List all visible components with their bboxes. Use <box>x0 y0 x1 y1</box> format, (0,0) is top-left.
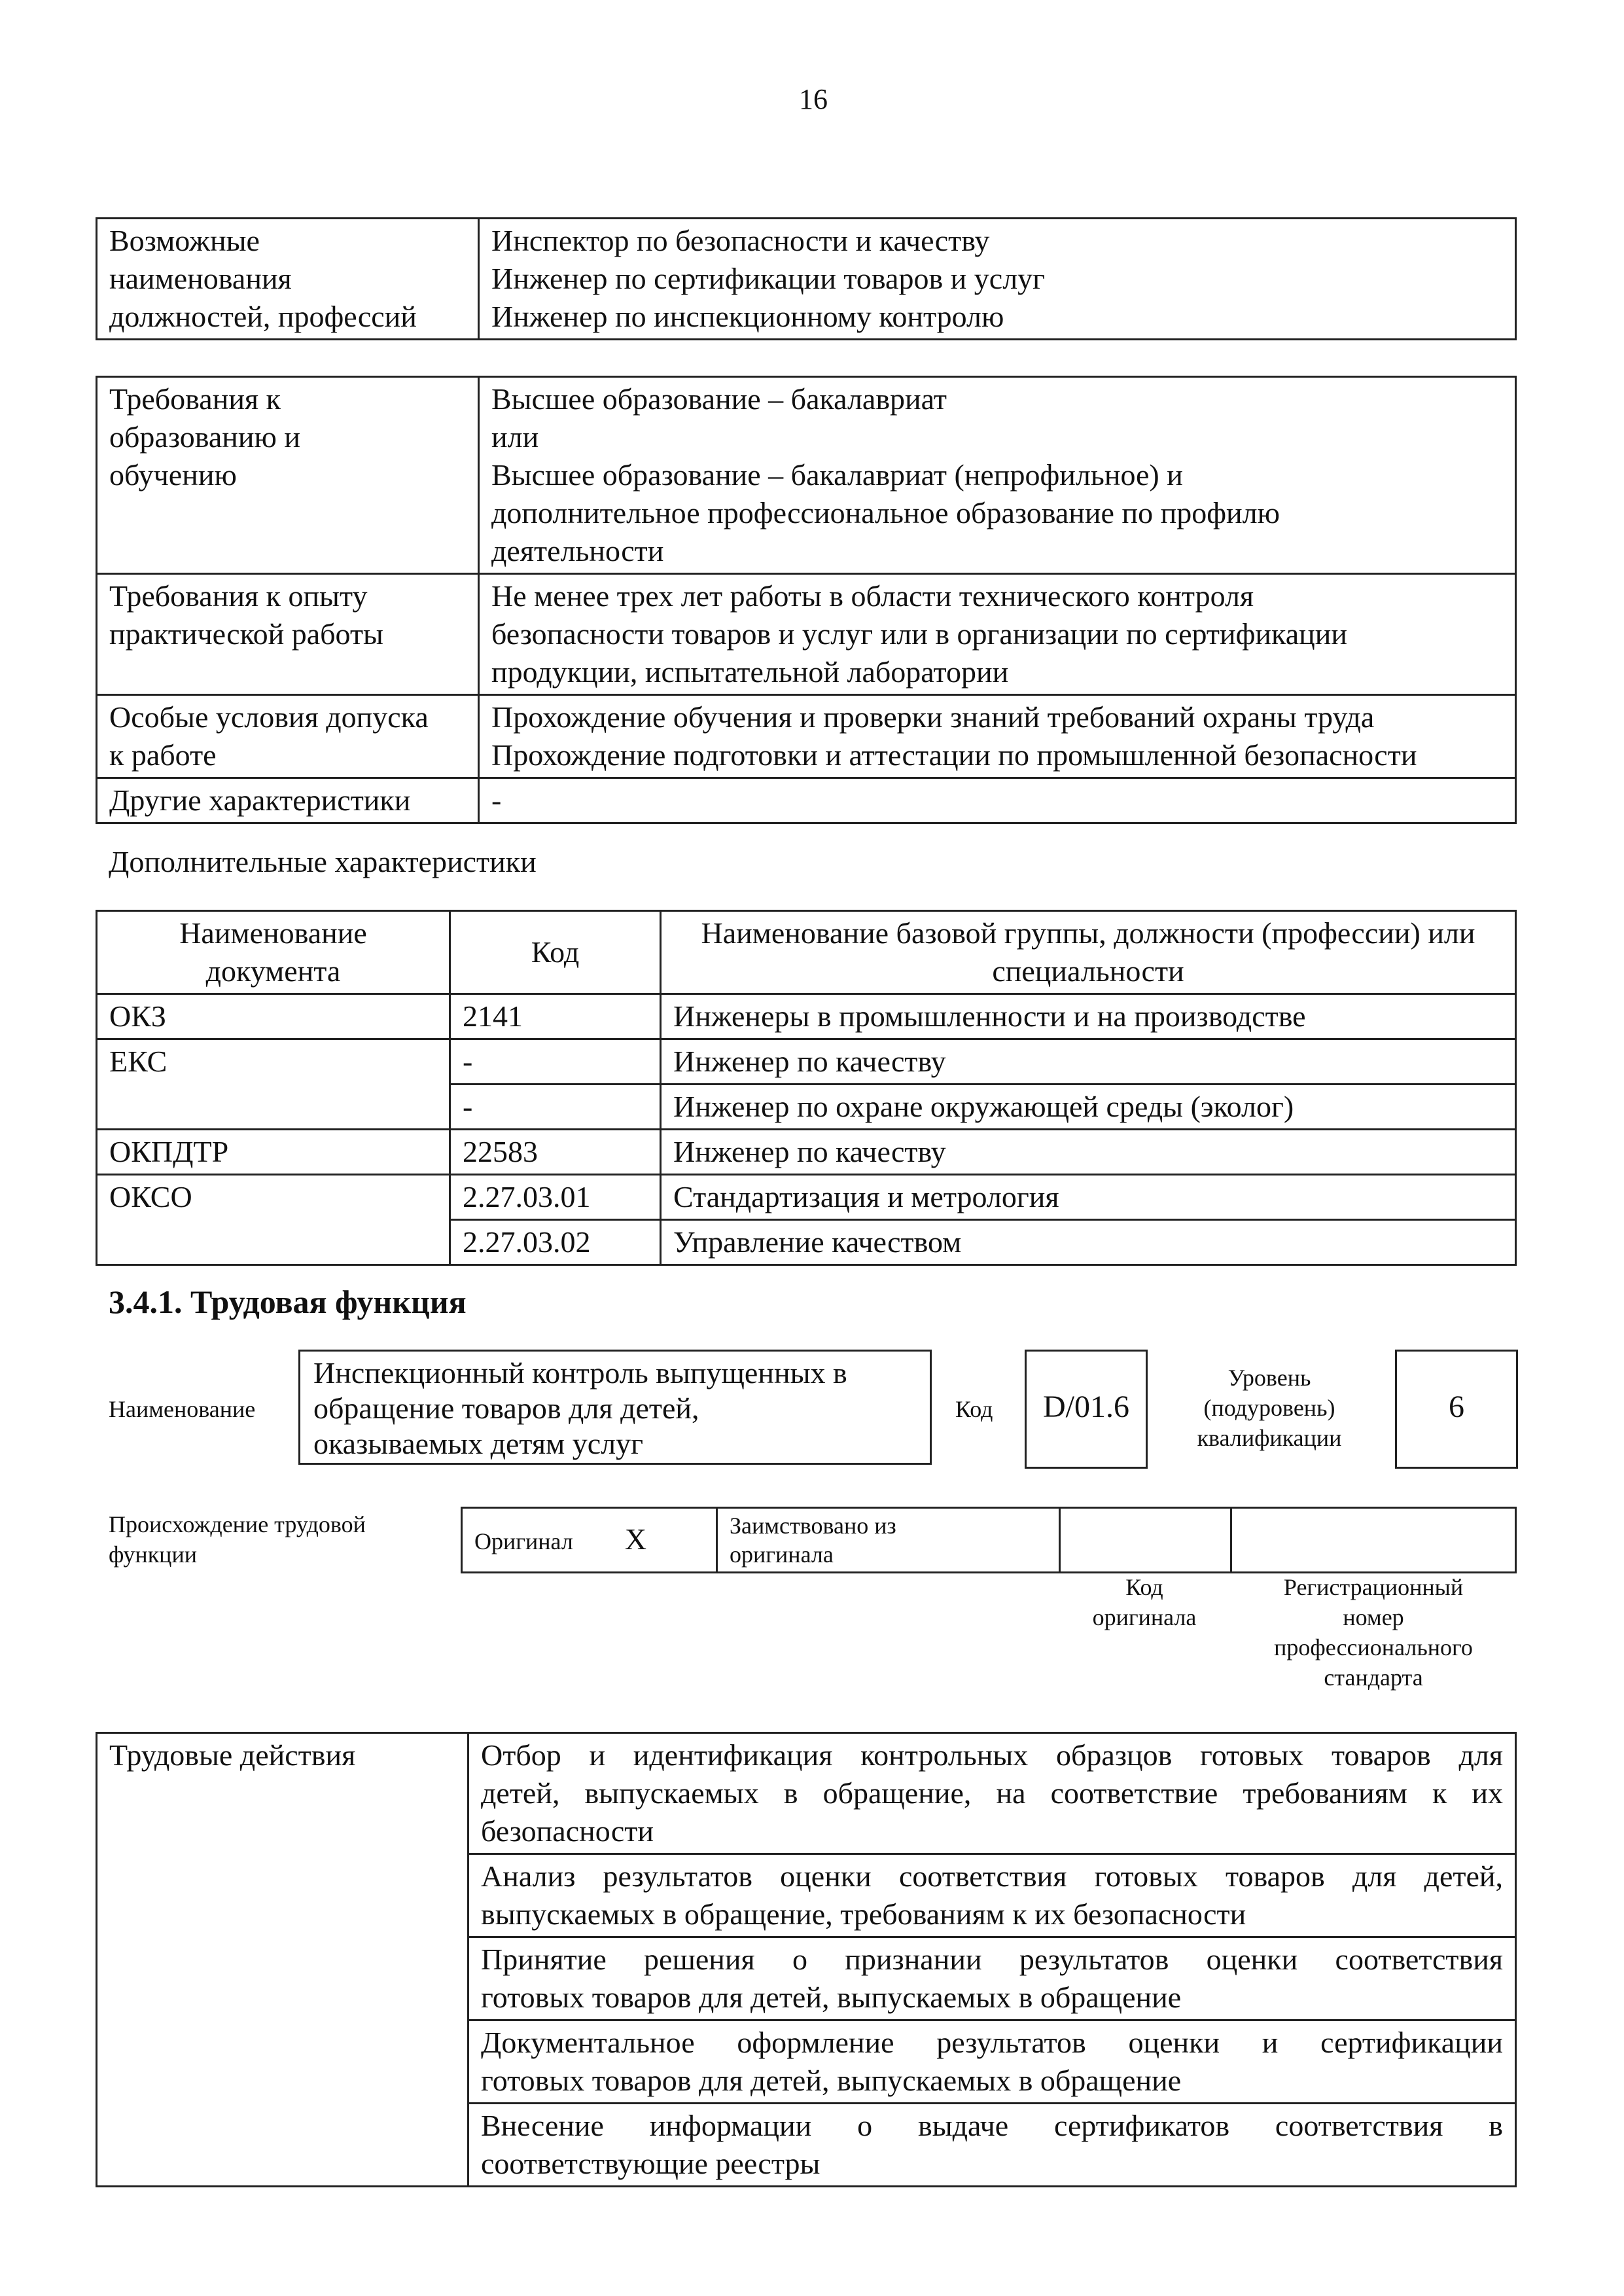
education-values: Высшее образование – бакалавриат или Высшее образование – бакалавриат (непрофильное) и дополнительное профессиональное образование по профилю деятельности <box>479 377 1516 574</box>
labor-action-item: Документальное оформление результатов оценки и сертификации готовых товаров для детей, выпускаемых в обращение <box>468 2020 1516 2104</box>
qualification-level-box: 6 <box>1395 1350 1518 1469</box>
additional-table <box>96 910 1517 1266</box>
positions-values: Инспектор по безопасности и качеству Инженер по сертификации товаров и услуг Инженер по инспекционному контролю <box>479 219 1516 340</box>
cell-code: - <box>450 1039 661 1085</box>
original-mark: X <box>624 1522 647 1556</box>
cell-name: Инженер по качеству <box>661 1130 1516 1175</box>
table-row <box>97 1733 1516 1854</box>
table-row <box>97 219 1516 340</box>
special-conditions-label: Особые условия допуска к работе <box>97 695 479 778</box>
header-document: Наименование документа <box>97 911 450 994</box>
table-row <box>97 574 1516 695</box>
header-name: Наименование базовой группы, должности (профессии) или специальности <box>661 911 1516 994</box>
table-row <box>462 1508 1516 1573</box>
cell-name: Инженеры в промышленности и на производстве <box>661 994 1516 1039</box>
additional-characteristics-title: Дополнительные характеристики <box>109 845 537 878</box>
table-header-row <box>97 911 1516 994</box>
table-row <box>97 1039 1516 1085</box>
cell-name: Управление качеством <box>661 1220 1516 1265</box>
labor-action-item: Принятие решения о признании результатов оценки соответствия готовых товаров для детей, выпускаемых в обращение <box>468 1937 1516 2020</box>
experience-label: Требования к опыту практической работы <box>97 574 479 695</box>
page-number: 16 <box>799 83 828 115</box>
function-name-box: Инспекционный контроль выпущенных в обращение товаров для детей, оказываемых детям услуг <box>298 1350 932 1465</box>
original-cell: Оригинал X <box>462 1508 717 1573</box>
education-label: Требования к образованию и обучению <box>97 377 479 574</box>
section-title: 3.4.1. Трудовая функция <box>109 1283 467 1320</box>
other-label: Другие характеристики <box>97 778 479 823</box>
function-code-box: D/01.6 <box>1025 1350 1148 1469</box>
origin-table <box>461 1507 1517 1573</box>
table-row <box>97 994 1516 1039</box>
cell-code: 22583 <box>450 1130 661 1175</box>
cell-name: Инженер по качеству <box>661 1039 1516 1085</box>
requirements-table <box>96 376 1517 824</box>
cell-doc: ЕКС <box>97 1039 450 1130</box>
qualification-level-label: Уровень (подуровень) квалификации <box>1197 1365 1342 1451</box>
registration-number-cell <box>1231 1508 1516 1573</box>
special-conditions-values: Прохождение обучения и проверки знаний требований охраны труда Прохождение подготовки и аттестации по промышленной безопасности <box>479 695 1516 778</box>
labor-action-item: Внесение информации о выдаче сертификатов соответствия в соответствующие реестры <box>468 2104 1516 2187</box>
table-row <box>97 1130 1516 1175</box>
labor-actions-table <box>96 1732 1517 2187</box>
cell-name: Инженер по охране окружающей среды (эколог) <box>661 1085 1516 1130</box>
cell-code: 2141 <box>450 994 661 1039</box>
cell-name: Стандартизация и метрология <box>661 1175 1516 1220</box>
table-row <box>97 1175 1516 1220</box>
labor-actions-label: Трудовые действия <box>97 1733 468 2187</box>
table-row <box>97 778 1516 823</box>
table-row <box>97 695 1516 778</box>
cell-doc: ОКСО <box>97 1175 450 1265</box>
registration-number-caption: Регистрационный номер профессионального стандарта <box>1274 1574 1473 1691</box>
cell-code: 2.27.03.02 <box>450 1220 661 1265</box>
positions-table <box>96 217 1517 340</box>
cell-doc: ОКЗ <box>97 994 450 1039</box>
cell-code: - <box>450 1085 661 1130</box>
cell-doc: ОКПДТР <box>97 1130 450 1175</box>
origin-label: Происхождение трудовой функции <box>109 1511 366 1568</box>
original-code-cell <box>1060 1508 1231 1573</box>
header-code: Код <box>450 911 661 994</box>
function-code-label: Код <box>955 1396 993 1422</box>
other-values: - <box>479 778 1516 823</box>
original-code-caption: Код оригинала <box>1092 1574 1197 1630</box>
experience-values: Не менее трех лет работы в области технического контроля безопасности товаров и услуг или в организации по сертификации продукции, испытательной лаборатории <box>479 574 1516 695</box>
labor-action-item: Анализ результатов оценки соответствия готовых товаров для детей, выпускаемых в обращение, требованиям к их безопасности <box>468 1854 1516 1937</box>
cell-code: 2.27.03.01 <box>450 1175 661 1220</box>
table-row <box>97 377 1516 574</box>
borrowed-cell: Заимствовано из оригинала <box>717 1508 1060 1573</box>
positions-label: Возможные наименования должностей, профессий <box>97 219 479 340</box>
function-name-label: Наименование <box>109 1396 256 1422</box>
labor-action-item: Отбор и идентификация контрольных образцов готовых товаров для детей, выпускаемых в обращение, на соответствие требованиям к их безопасности <box>468 1733 1516 1854</box>
